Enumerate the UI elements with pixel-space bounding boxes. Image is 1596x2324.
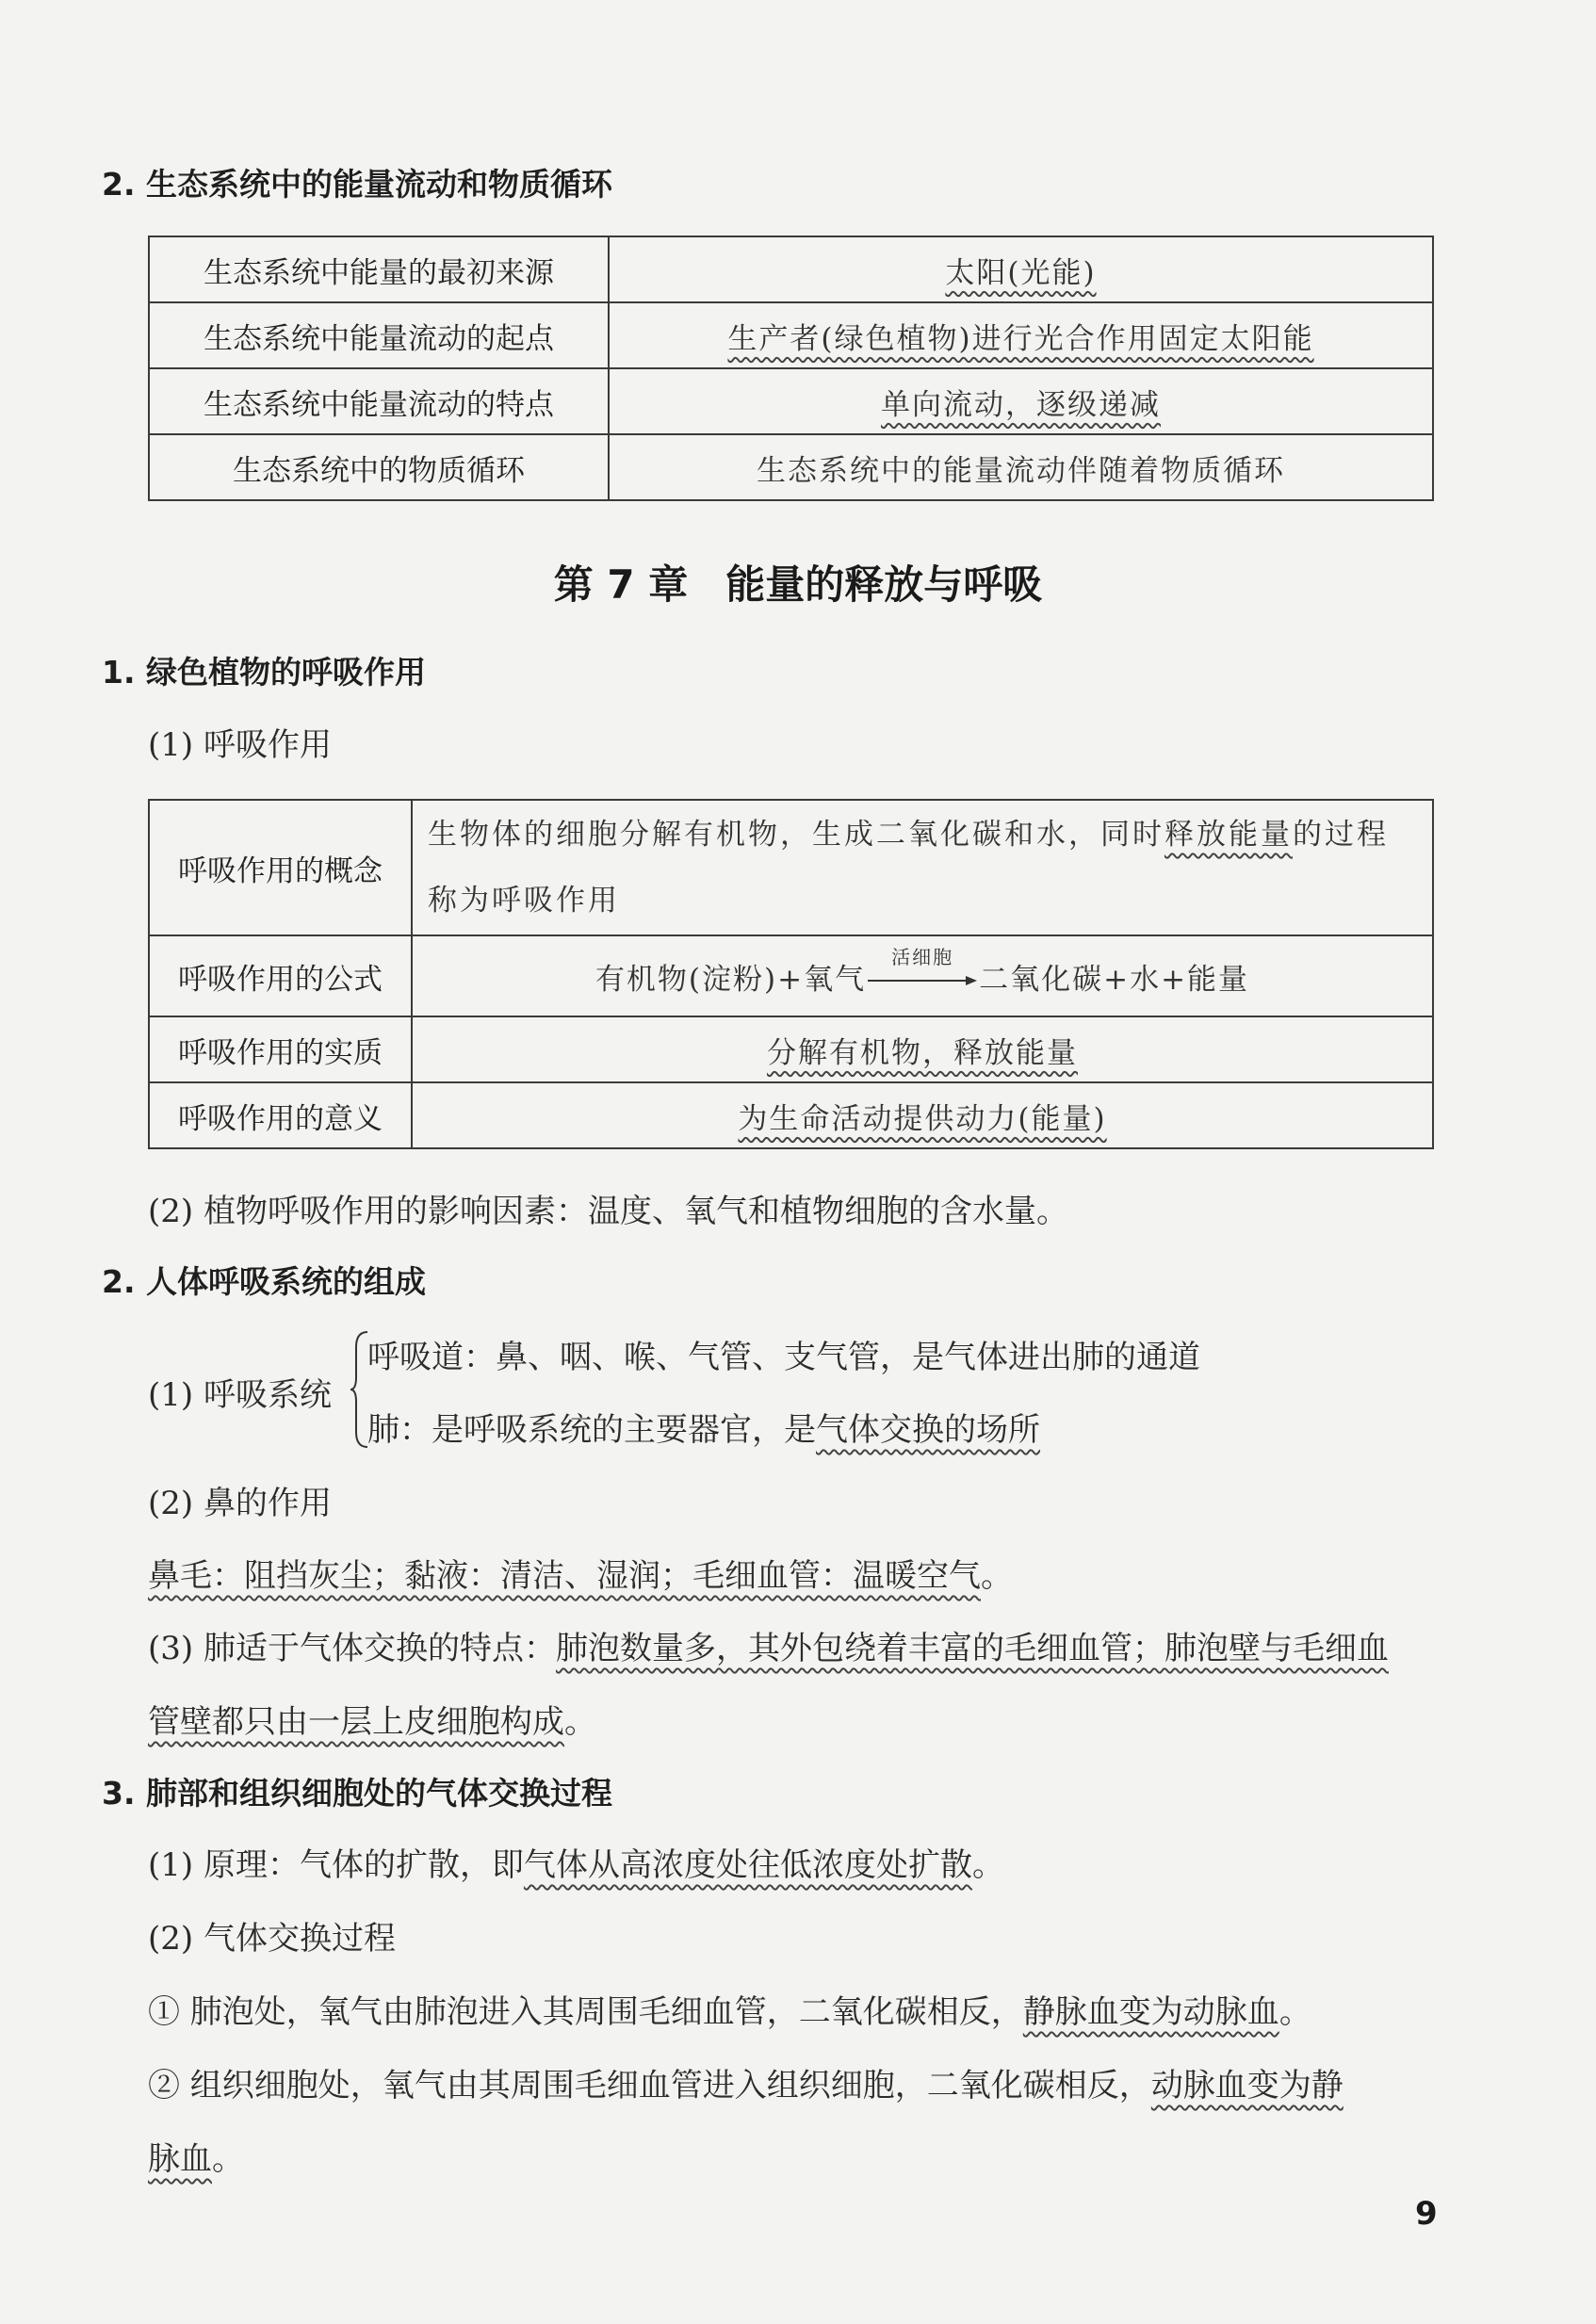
reaction-condition: 活细胞 — [891, 946, 954, 968]
brace-icon — [349, 1328, 369, 1451]
row-label: 呼吸作用的公式 — [149, 935, 412, 1016]
page-number: 9 — [1415, 2195, 1438, 2233]
respiratory-system-label: (1) 呼吸系统 — [148, 1376, 332, 1414]
table-row — [149, 302, 1433, 368]
row-label: 呼吸作用的概念 — [149, 800, 412, 935]
tissue-exchange-line2: 脉血。 — [148, 2140, 244, 2178]
lung-features-line1: (3) 肺适于气体交换的特点：肺泡数量多，其外包绕着丰富的毛细血管；肺泡壁与毛细血 — [148, 1630, 1389, 1667]
table-row — [149, 1082, 1433, 1148]
nose-function-title: (2) 鼻的作用 — [148, 1485, 332, 1522]
energy-flow-table — [148, 236, 1434, 501]
respiration-formula: 有机物(淀粉)+氧气 活细胞 二氧化碳+水+能量 — [412, 935, 1433, 1016]
row-label: 呼吸作用的实质 — [149, 1016, 412, 1082]
reaction-arrow — [868, 946, 977, 995]
sub-heading-respiration: (1) 呼吸作用 — [148, 726, 332, 764]
chapter-name: 能量的释放与呼吸 — [725, 561, 1043, 608]
gas-exchange-principle: (1) 原理：气体的扩散，即气体从高浓度处往低浓度处扩散。 — [148, 1846, 1004, 1884]
chapter-title — [0, 554, 1596, 610]
table-row — [149, 1016, 1433, 1082]
row-value: 为生命活动提供动力(能量) — [738, 1101, 1107, 1136]
tissue-exchange-line1: ② 组织细胞处，氧气由其周围毛细血管进入组织细胞，二氧化碳相反，动脉血变为静 — [148, 2067, 1344, 2105]
row-value: 生产者(绿色植物)进行光合作用固定太阳能 — [727, 321, 1314, 356]
section-heading-energy-flow: 2. 生态系统中的能量流动和物质循环 — [102, 166, 612, 203]
section-heading-plant-respiration: 1. 绿色植物的呼吸作用 — [102, 654, 426, 691]
row-value: 生物体的细胞分解有机物，生成二氧化碳和水，同时释放能量的过程称为呼吸作用 — [412, 800, 1433, 935]
alveoli-exchange: ① 肺泡处，氧气由肺泡进入其周围毛细血管，二氧化碳相反，静脉血变为动脉血。 — [148, 1993, 1311, 2031]
table-row — [149, 935, 1433, 1016]
nose-function-text: 鼻毛：阻挡灰尘；黏液：清洁、湿润；毛细血管：温暖空气。 — [148, 1557, 1013, 1595]
table-row — [149, 800, 1433, 935]
influencing-factors: (2) 植物呼吸作用的影响因素：温度、氧气和植物细胞的含水量。 — [148, 1193, 1068, 1230]
respiration-table — [148, 799, 1434, 1149]
row-label: 生态系统中能量流动的起点 — [149, 302, 609, 368]
table-row — [149, 434, 1433, 500]
section-heading-respiratory-system: 2. 人体呼吸系统的组成 — [102, 1263, 426, 1300]
table-row — [149, 368, 1433, 434]
table-row — [149, 236, 1433, 302]
row-label: 呼吸作用的意义 — [149, 1082, 412, 1148]
row-value: 太阳(光能) — [945, 255, 1097, 290]
lung-features-line2: 管壁都只由一层上皮细胞构成。 — [148, 1703, 596, 1741]
gas-exchange-process-title: (2) 气体交换过程 — [148, 1920, 396, 1958]
row-value: 单向流动，逐级递减 — [881, 387, 1161, 422]
respiratory-tract-item: 呼吸道：鼻、咽、喉、气管、支气管，是气体进出肺的通道 — [367, 1339, 1200, 1376]
row-label: 生态系统中能量的最初来源 — [149, 236, 609, 302]
lung-item: 肺：是呼吸系统的主要器官，是气体交换的场所 — [367, 1411, 1040, 1449]
row-value: 分解有机物，释放能量 — [767, 1035, 1078, 1070]
arrow-icon — [868, 974, 977, 987]
chapter-number: 第 7 章 — [553, 561, 689, 608]
row-label: 生态系统中的物质循环 — [149, 434, 609, 500]
row-value: 生态系统中的能量流动伴随着物质循环 — [757, 453, 1285, 488]
section-heading-gas-exchange: 3. 肺部和组织细胞处的气体交换过程 — [102, 1775, 612, 1812]
row-label: 生态系统中能量流动的特点 — [149, 368, 609, 434]
